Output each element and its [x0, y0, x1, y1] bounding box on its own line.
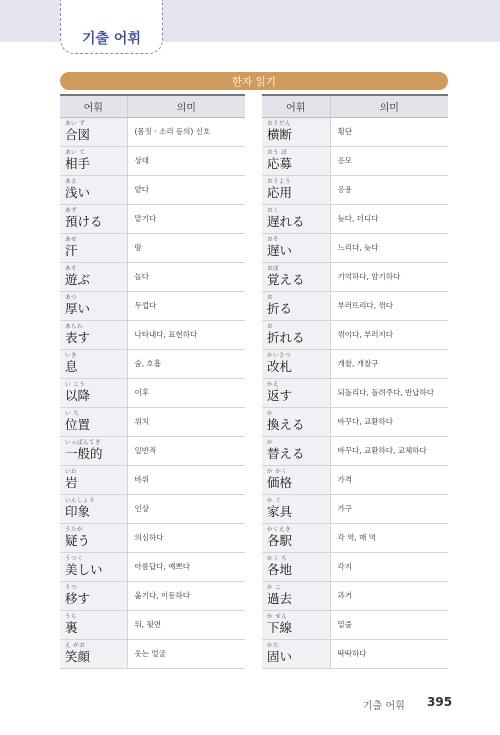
word-cell: [60, 349, 127, 378]
table-header-row: [60, 95, 245, 117]
vocab-word: 過去: [267, 591, 293, 606]
vocab-rows-left: [60, 117, 245, 668]
furigana-reading: あせ: [65, 237, 78, 243]
furigana-reading: あさ: [65, 179, 78, 185]
table-row: [60, 523, 245, 552]
word-cell: [262, 378, 330, 407]
meaning-cell: 나타내다, 표현하다: [127, 320, 245, 349]
section-title: 한자 읽기: [232, 75, 276, 88]
word-cell: [60, 407, 127, 436]
table-row: [60, 436, 245, 465]
meaning-cell: 밑줄: [330, 610, 448, 639]
furigana-reading: か かく: [267, 469, 288, 475]
vocab-word: 下線: [267, 620, 293, 635]
table-row: [262, 465, 448, 494]
meaning-cell: 뒤, 뒷면: [127, 610, 245, 639]
furigana-reading: か こ: [267, 585, 282, 591]
word-cell: [60, 639, 127, 668]
table-row: [60, 494, 245, 523]
word-cell: [60, 494, 127, 523]
vocab-rows-right: [262, 117, 448, 668]
table-row: [262, 610, 448, 639]
vocab-word: 浅い: [65, 185, 91, 200]
table-row: [60, 204, 245, 233]
word-cell: [60, 204, 127, 233]
meaning-cell: 응용: [330, 175, 448, 204]
meaning-cell: 일반적: [127, 436, 245, 465]
table-row: [60, 378, 245, 407]
word-cell: [262, 146, 330, 175]
table-row: [262, 349, 448, 378]
vocab-word: 位置: [65, 417, 91, 432]
word-cell: [262, 494, 330, 523]
furigana-reading: あい て: [65, 150, 86, 156]
vocab-word: 換える: [267, 417, 305, 432]
vocab-word: 合図: [65, 127, 91, 142]
meaning-cell: (몸짓 · 소리 등의) 신호: [127, 117, 245, 146]
table-row: [60, 465, 245, 494]
table-row: [262, 639, 448, 668]
table-row: [60, 552, 245, 581]
word-cell: [60, 146, 127, 175]
word-cell: [262, 233, 330, 262]
word-cell: [262, 523, 330, 552]
vocab-word: 相手: [65, 156, 91, 171]
vocab-word: 岩: [65, 475, 78, 490]
word-cell: [262, 436, 330, 465]
word-cell: [262, 610, 330, 639]
vocab-word: 預ける: [65, 214, 103, 229]
vocab-word: 固い: [267, 649, 293, 664]
meaning-cell: 의심하다: [127, 523, 245, 552]
furigana-reading: え がお: [65, 643, 86, 649]
vocab-word: 応用: [267, 185, 293, 200]
word-cell: [60, 436, 127, 465]
vocab-word: 一般的: [65, 446, 103, 461]
meaning-cell: 인상: [127, 494, 245, 523]
meaning-cell: 개찰, 개찰구: [330, 349, 448, 378]
furigana-reading: おく: [267, 208, 280, 214]
meaning-cell: 늦다, 더디다: [330, 204, 448, 233]
vocab-word: 移す: [65, 591, 91, 606]
meaning-cell: 아름답다, 예쁘다: [127, 552, 245, 581]
meaning-cell: 바위: [127, 465, 245, 494]
furigana-reading: い ち: [65, 411, 80, 417]
furigana-reading: うつく: [65, 556, 84, 562]
furigana-reading: あい ず: [65, 121, 86, 127]
meaning-cell: 숨, 호흡: [127, 349, 245, 378]
word-cell: [60, 581, 127, 610]
vocab-table-right: [262, 94, 448, 669]
table-row: [262, 320, 448, 349]
column-header-meaning: 의미: [127, 95, 245, 117]
vocab-word: 覚える: [267, 272, 305, 287]
table-row: [60, 581, 245, 610]
table-row: [60, 175, 245, 204]
furigana-reading: おうだん: [267, 121, 292, 127]
word-cell: [262, 639, 330, 668]
word-cell: [262, 291, 330, 320]
column-header-word: 어휘: [262, 95, 330, 117]
furigana-reading: いっぱんてき: [65, 440, 102, 446]
meaning-cell: 두껍다: [127, 291, 245, 320]
table-row: [60, 262, 245, 291]
furigana-reading: うつ: [65, 585, 78, 591]
table-row: [262, 233, 448, 262]
table-row: [262, 581, 448, 610]
meaning-cell: 땀: [127, 233, 245, 262]
meaning-cell: 횡단: [330, 117, 448, 146]
meaning-cell: 얕다: [127, 175, 245, 204]
table-row: [262, 552, 448, 581]
table-row: [60, 639, 245, 668]
meaning-cell: 상대: [127, 146, 245, 175]
word-cell: [262, 204, 330, 233]
word-cell: [262, 117, 330, 146]
furigana-reading: お: [267, 324, 274, 330]
section-banner: [60, 72, 448, 90]
meaning-cell: 응모: [330, 146, 448, 175]
meaning-cell: 위치: [127, 407, 245, 436]
furigana-reading: うら: [65, 614, 78, 620]
furigana-reading: おう ぼ: [267, 150, 288, 156]
vocab-word: 折る: [267, 301, 293, 316]
furigana-reading: うたが: [65, 527, 84, 533]
word-cell: [60, 233, 127, 262]
meaning-cell: 꺾이다, 부러지다: [330, 320, 448, 349]
furigana-reading: お: [267, 295, 274, 301]
vocab-word: 美しい: [65, 562, 103, 577]
meaning-cell: 느리다, 늦다: [330, 233, 448, 262]
vocab-word: 笑顔: [65, 649, 91, 664]
furigana-reading: か ぐ: [267, 498, 282, 504]
table-row: [262, 407, 448, 436]
chapter-tab: [60, 0, 163, 54]
word-cell: [262, 320, 330, 349]
word-cell: [60, 465, 127, 494]
table-row: [262, 291, 448, 320]
vocab-word: 横断: [267, 127, 293, 142]
table-row: [262, 262, 448, 291]
vocab-word: 裏: [65, 620, 78, 635]
table-row: [262, 146, 448, 175]
meaning-cell: 과거: [330, 581, 448, 610]
meaning-cell: 옮기다, 이동하다: [127, 581, 245, 610]
page-number: 395: [427, 695, 453, 709]
furigana-reading: おうよう: [267, 179, 292, 185]
vocab-word: 替える: [267, 446, 305, 461]
meaning-cell: 각 역, 매 역: [330, 523, 448, 552]
vocab-word: 価格: [267, 475, 293, 490]
meaning-cell: 각지: [330, 552, 448, 581]
table-row: [262, 204, 448, 233]
meaning-cell: 부러뜨리다, 꺾다: [330, 291, 448, 320]
vocab-word: 厚い: [65, 301, 91, 316]
meaning-cell: 바꾸다, 교환하다, 교체하다: [330, 436, 448, 465]
table-row: [262, 494, 448, 523]
furigana-reading: いんしょう: [65, 498, 96, 504]
table-row: [60, 291, 245, 320]
vocab-word: 息: [65, 359, 78, 374]
meaning-cell: 웃는 얼굴: [127, 639, 245, 668]
furigana-reading: あず: [65, 208, 78, 214]
meaning-cell: 기억하다, 암기하다: [330, 262, 448, 291]
table-row: [262, 175, 448, 204]
meaning-cell: 놀다: [127, 262, 245, 291]
furigana-reading: か: [267, 411, 274, 417]
furigana-reading: いき: [65, 353, 78, 359]
vocab-word: 印象: [65, 504, 91, 519]
vocab-word: 疑う: [65, 533, 91, 548]
furigana-reading: おぼ: [267, 266, 280, 272]
vocab-word: 以降: [65, 388, 91, 403]
word-cell: [60, 523, 127, 552]
word-cell: [60, 320, 127, 349]
furigana-reading: か: [267, 440, 274, 446]
furigana-reading: かくえき: [267, 527, 292, 533]
word-cell: [60, 291, 127, 320]
word-cell: [262, 552, 330, 581]
table-row: [60, 407, 245, 436]
vocab-word: 改札: [267, 359, 293, 374]
vocab-word: 遅い: [267, 243, 293, 258]
table-row: [60, 117, 245, 146]
word-cell: [262, 465, 330, 494]
word-cell: [60, 262, 127, 291]
column-header-word: 어휘: [60, 95, 127, 117]
furigana-reading: かく ち: [267, 556, 288, 562]
meaning-cell: 맡기다: [127, 204, 245, 233]
meaning-cell: 가구: [330, 494, 448, 523]
table-row: [60, 320, 245, 349]
word-cell: [262, 175, 330, 204]
table-row: [262, 378, 448, 407]
meaning-cell: 바꾸다, 교환하다: [330, 407, 448, 436]
vocab-table-left: [60, 94, 245, 669]
vocab-word: 各駅: [267, 533, 293, 548]
furigana-reading: い こう: [65, 382, 86, 388]
vocab-word: 返す: [267, 388, 293, 403]
table-row: [60, 610, 245, 639]
meaning-cell: 이후: [127, 378, 245, 407]
furigana-reading: おそ: [267, 237, 280, 243]
furigana-reading: かた: [267, 643, 280, 649]
table-row: [262, 436, 448, 465]
vocab-word: 家具: [267, 504, 293, 519]
word-cell: [60, 378, 127, 407]
word-cell: [262, 349, 330, 378]
vocab-word: 遊ぶ: [65, 272, 91, 287]
meaning-cell: 되돌리다, 돌려주다, 반납하다: [330, 378, 448, 407]
word-cell: [262, 262, 330, 291]
vocab-word: 応募: [267, 156, 293, 171]
column-header-meaning: 의미: [330, 95, 448, 117]
meaning-cell: 딱딱하다: [330, 639, 448, 668]
table-row: [60, 146, 245, 175]
chapter-tab-label: 기출 어휘: [82, 30, 141, 47]
furigana-reading: あそ: [65, 266, 78, 272]
furigana-reading: いわ: [65, 469, 78, 475]
word-cell: [60, 175, 127, 204]
word-cell: [60, 610, 127, 639]
meaning-cell: 가격: [330, 465, 448, 494]
word-cell: [60, 552, 127, 581]
furigana-reading: あらわ: [65, 324, 84, 330]
vocab-word: 表す: [65, 330, 91, 345]
word-cell: [60, 117, 127, 146]
vocab-word: 遅れる: [267, 214, 305, 229]
furigana-reading: かいさつ: [267, 353, 292, 359]
table-header-row: [262, 95, 448, 117]
vocab-word: 折れる: [267, 330, 305, 345]
vocab-word: 各地: [267, 562, 293, 577]
furigana-reading: か せん: [267, 614, 288, 620]
furigana-reading: あつ: [65, 295, 78, 301]
table-row: [262, 523, 448, 552]
word-cell: [262, 407, 330, 436]
vocab-word: 汗: [65, 243, 78, 258]
table-row: [60, 233, 245, 262]
word-cell: [262, 581, 330, 610]
table-row: [60, 349, 245, 378]
furigana-reading: かえ: [267, 382, 280, 388]
table-row: [262, 117, 448, 146]
footer-label: 기출 어휘: [363, 701, 405, 712]
